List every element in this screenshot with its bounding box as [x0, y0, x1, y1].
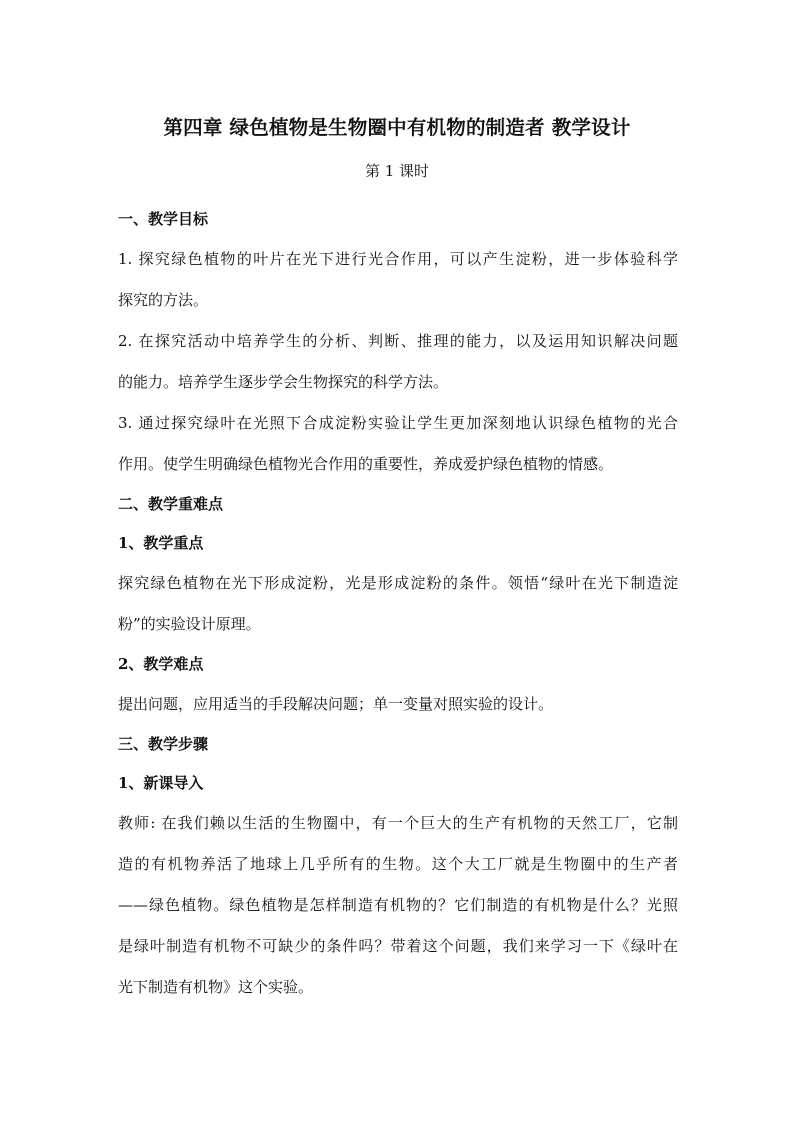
document-body: [118, 204, 678, 1008]
objective-item-2: [118, 321, 678, 403]
objective-3-line-2: 作用。使学生明确绿色植物光合作用的重要性，养成爱护绿色植物的情感。: [118, 455, 614, 473]
objective-2-line-1: 2. 在探究活动中培养学生的分析、判断、推理的能力，以及运用知识解决问题: [118, 332, 678, 350]
subheading-new-lesson-intro: 1、新课导入: [118, 774, 204, 792]
teaching-focus-line-2: 粉”的实验设计原理。: [118, 615, 261, 633]
intro-line-2: 造的有机物养活了地球上几乎所有的生物。这个大工厂就是生物圈中的生产者: [118, 855, 678, 873]
subheading-teaching-difficulty: 2、教学难点: [118, 655, 204, 673]
objective-3-line-1: 3. 通过探究绿叶在光照下合成淀粉实验让学生更加深刻地认识绿色植物的光合: [118, 414, 678, 432]
objective-item-3: [118, 403, 678, 485]
lesson-period: 第 1 课时: [364, 162, 430, 180]
teaching-focus-line-1: 探究绿色植物在光下形成淀粉，光是形成淀粉的条件。领悟“绿叶在光下制造淀: [118, 574, 678, 592]
teaching-focus-text: [118, 563, 678, 645]
teaching-difficulty-line-1: 提出问题，应用适当的手段解决问题；单一变量对照实验的设计。: [118, 695, 554, 713]
intro-line-4: 是绿叶制造有机物不可缺少的条件吗？带着这个问题，我们来学习一下《绿叶在: [118, 937, 678, 955]
intro-line-1: 教师: 在我们赖以生活的生物圈中，有一个巨大的生产有机物的天然工厂，它制: [118, 814, 678, 832]
section-heading-key-points: 二、教学重难点: [118, 495, 224, 513]
document-title: 第四章 绿色植物是生物圈中有机物的制造者 教学设计: [163, 116, 631, 139]
new-lesson-intro-text: [118, 803, 678, 1008]
subheading-teaching-focus: 1、教学重点: [118, 534, 204, 552]
section-heading-steps: 三、教学步骤: [118, 735, 209, 753]
objective-1-line-2: 探究的方法。: [118, 291, 209, 309]
intro-line-3: ——绿色植物。绿色植物是怎样制造有机物的？它们制造的有机物是什么？光照: [118, 896, 678, 914]
objective-item-1: [118, 239, 678, 321]
objective-2-line-2: 的能力。培养学生逐步学会生物探究的科学方法。: [118, 373, 449, 391]
section-heading-objectives: 一、教学目标: [118, 210, 209, 228]
objective-1-line-1: 1. 探究绿色植物的叶片在光下进行光合作用，可以产生淀粉，进一步体验科学: [118, 250, 678, 268]
teaching-difficulty-text: [118, 684, 678, 725]
intro-line-5: 光下制造有机物》这个实验。: [118, 978, 314, 996]
